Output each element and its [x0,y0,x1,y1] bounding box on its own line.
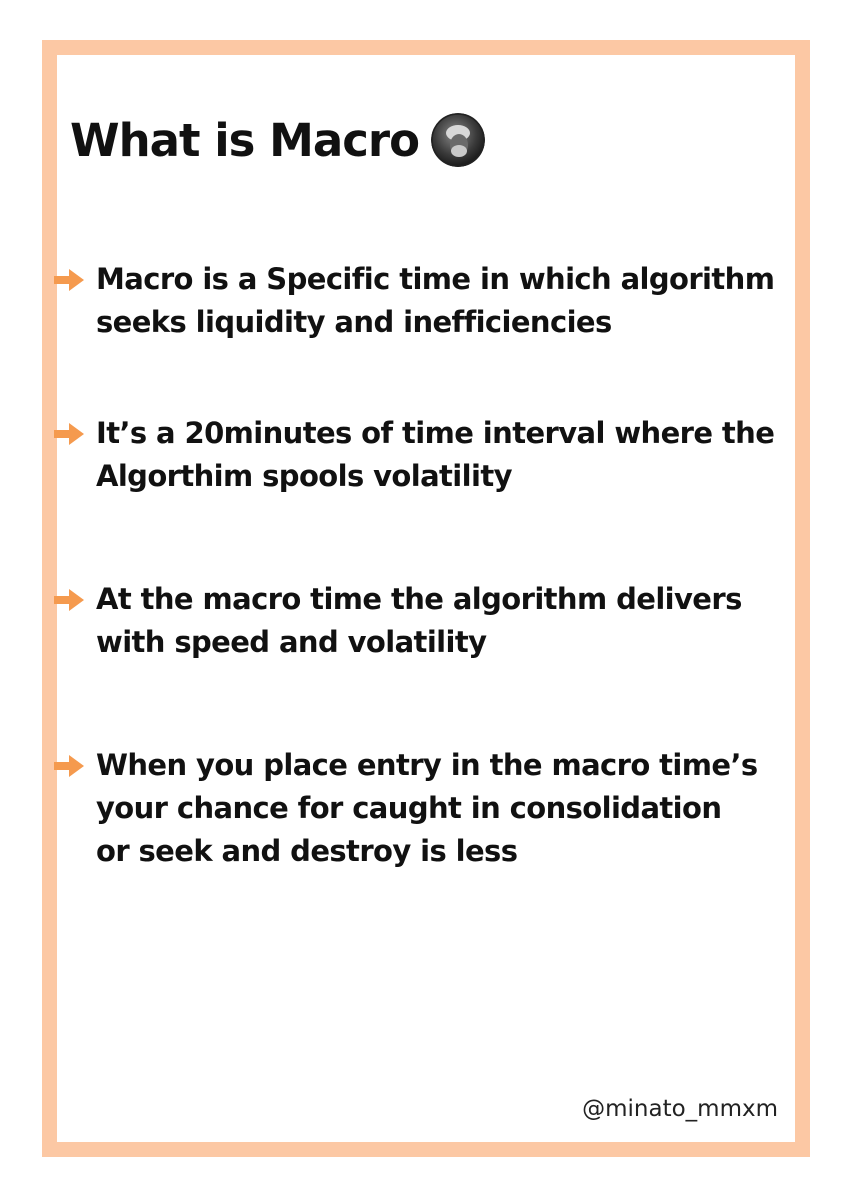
arrow-right-icon [54,589,84,611]
arrow-right-icon [54,423,84,445]
bullet-text: At the macro time the algorithm delivers with speed and volatility [96,582,742,659]
bullet-item-3 [54,578,804,664]
author-handle: @minato_mmxm [582,1096,778,1122]
page-title: What is Macro [70,113,420,167]
avatar [431,113,485,167]
bullet-item-2 [54,412,804,498]
bullet-text: It’s a 20minutes of time interval where the Algorthim spools volatility [96,416,775,493]
arrow-right-icon [54,269,84,291]
arrow-right-icon [54,755,84,777]
bullet-item-1 [54,258,804,344]
bullet-text: When you place entry in the macro time’s your chance for caught in consolidation or seek and destroy is less [96,748,758,868]
bullet-text: Macro is a Specific time in which algorithm seeks liquidity and inefficiencies [96,262,775,339]
title-row [70,110,485,170]
bullet-item-4 [54,744,804,873]
